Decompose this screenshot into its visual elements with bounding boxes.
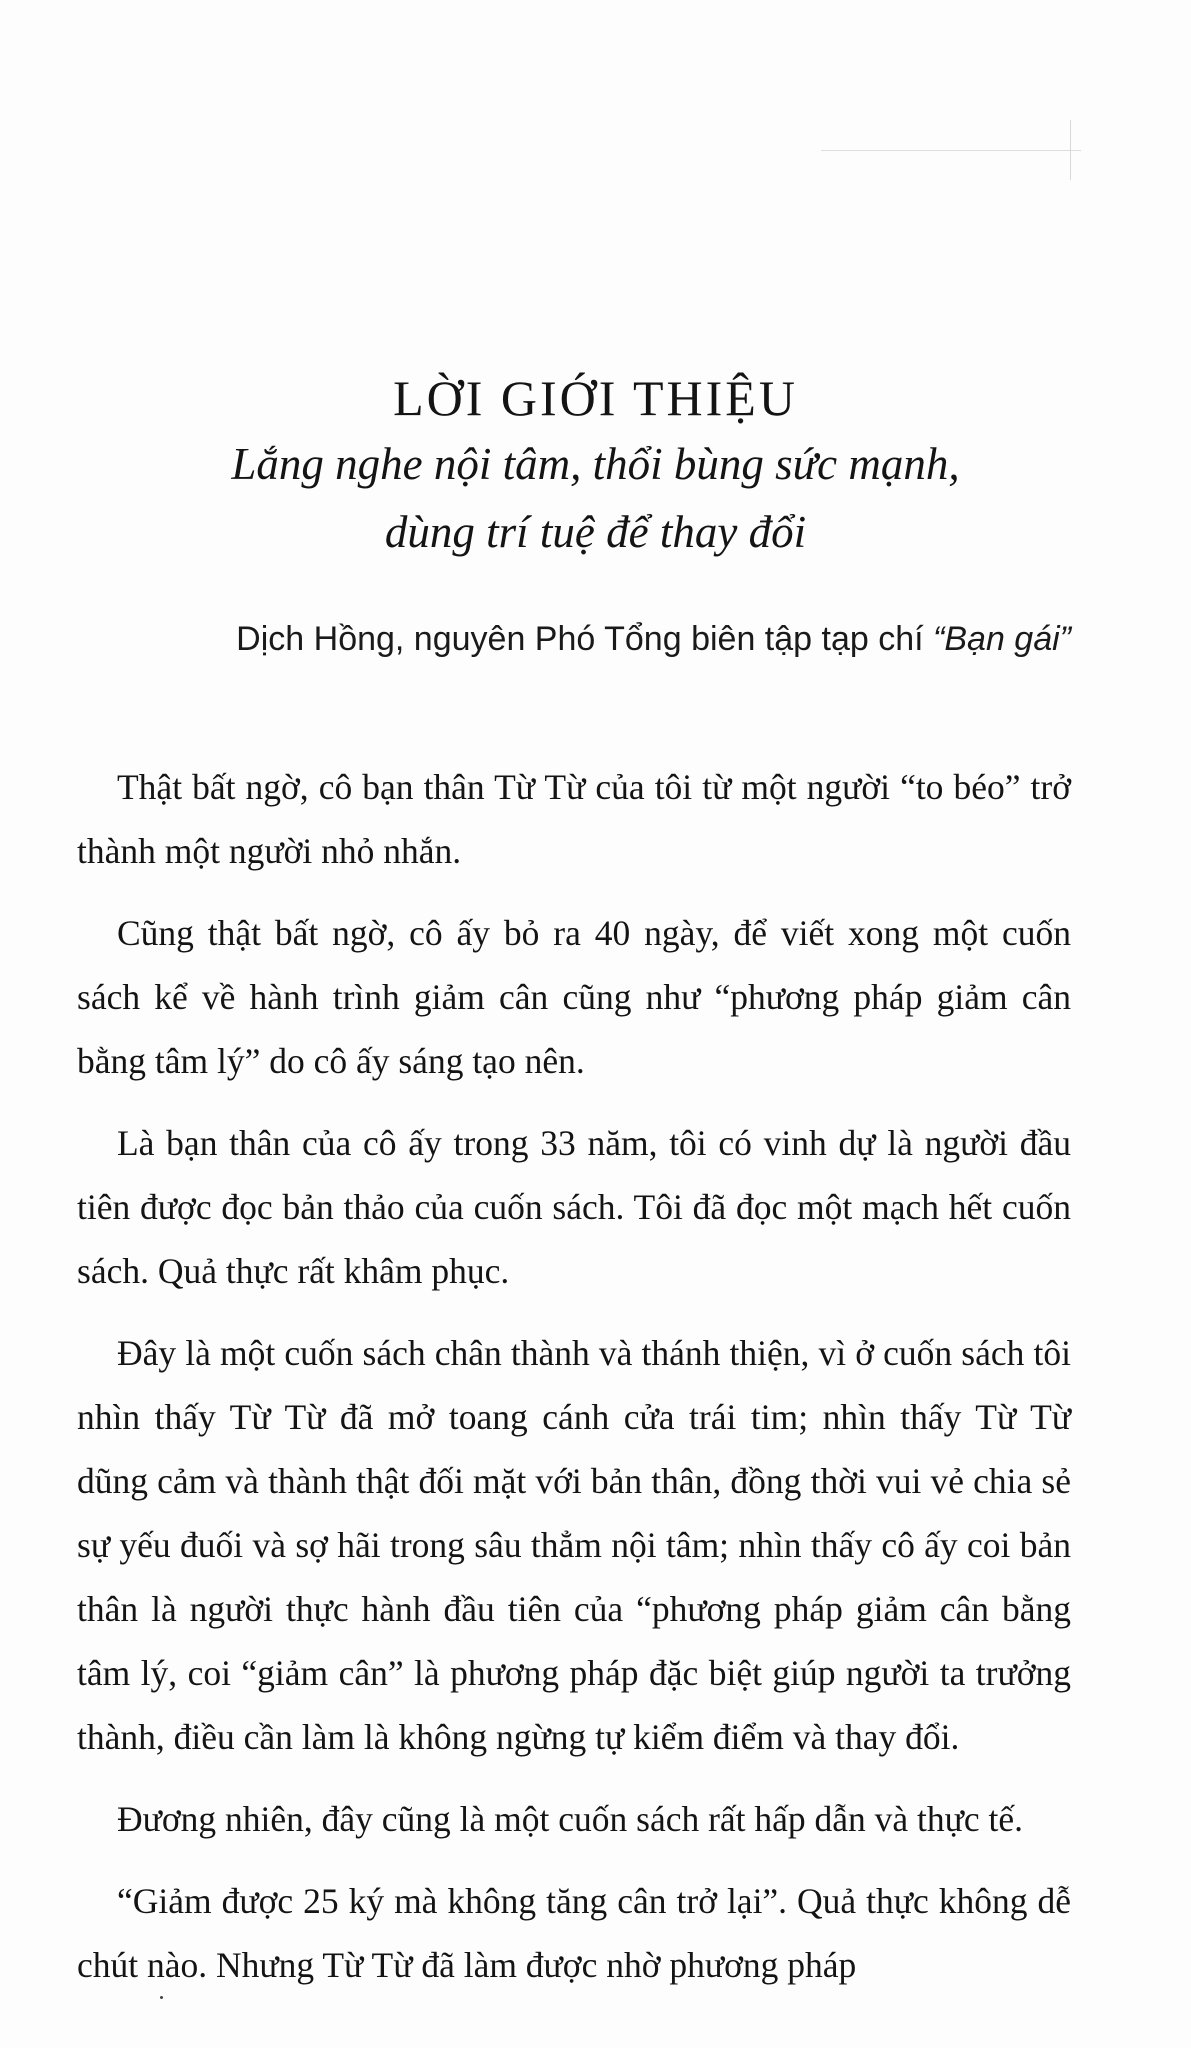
paragraph: “Giảm được 25 ký mà không tăng cân trở lại”. Quả thực không dễ chút nào. Nhưng Từ Từ đã làm được nhờ phương pháp: [77, 1881, 1071, 1985]
subtitle: [0, 430, 1191, 566]
paragraph: Đây là một cuốn sách chân thành và thánh thiện, vì ở cuốn sách tôi nhìn thấy Từ Từ đã mở toang cánh cửa trái tim; nhìn thấy Từ Từ dũng cảm và thành thật đối mặt với bản thân, đồng thời vui vẻ chia sẻ sự yếu đuối và sợ hãi trong sâu thẳm nội tâm; nhìn thấy cô ấy coi bản thân là người thực hành đầu tiên của “phương pháp giảm cân bằng tâm lý, coi “giảm cân” là phương pháp đặc biệt giúp người ta trưởng thành, điều cần làm là không ngừng tự kiểm điểm và thay đổi.: [77, 1333, 1071, 1757]
paragraph: Là bạn thân của cô ấy trong 33 năm, tôi có vinh dự là người đầu tiên được đọc bản thảo của cuốn sách. Tôi đã đọc một mạch hết cuốn sách. Quả thực rất khâm phục.: [77, 1123, 1071, 1291]
page-title: LỜI GIỚI THIỆU: [393, 369, 798, 426]
byline-magazine: “Bạn gái”: [933, 620, 1071, 658]
paragraph: Thật bất ngờ, cô bạn thân Từ Từ của tôi từ một người “to béo” trở thành một người nhỏ nhắn.: [77, 767, 1071, 871]
show-through-rule: [1070, 120, 1071, 180]
paragraph: Đương nhiên, đây cũng là một cuốn sách rất hấp dẫn và thực tế.: [117, 1799, 1024, 1839]
paragraph: Cũng thật bất ngờ, cô ấy bỏ ra 40 ngày, để viết xong một cuốn sách kể về hành trình giảm cân cũng như “phương pháp giảm cân bằng tâm lý” do cô ấy sáng tạo nên.: [77, 913, 1071, 1081]
body-text: [77, 755, 1071, 2015]
byline: [236, 620, 1071, 659]
show-through-rule: [821, 150, 1081, 151]
byline-author: Dịch Hồng, nguyên Phó Tổng biên tập tạp chí: [236, 620, 934, 658]
print-speck: [160, 1996, 163, 1999]
subtitle-line-2: dùng trí tuệ để thay đổi: [384, 507, 807, 557]
subtitle-line-1: Lắng nghe nội tâm, thổi bùng sức mạnh,: [231, 439, 960, 489]
